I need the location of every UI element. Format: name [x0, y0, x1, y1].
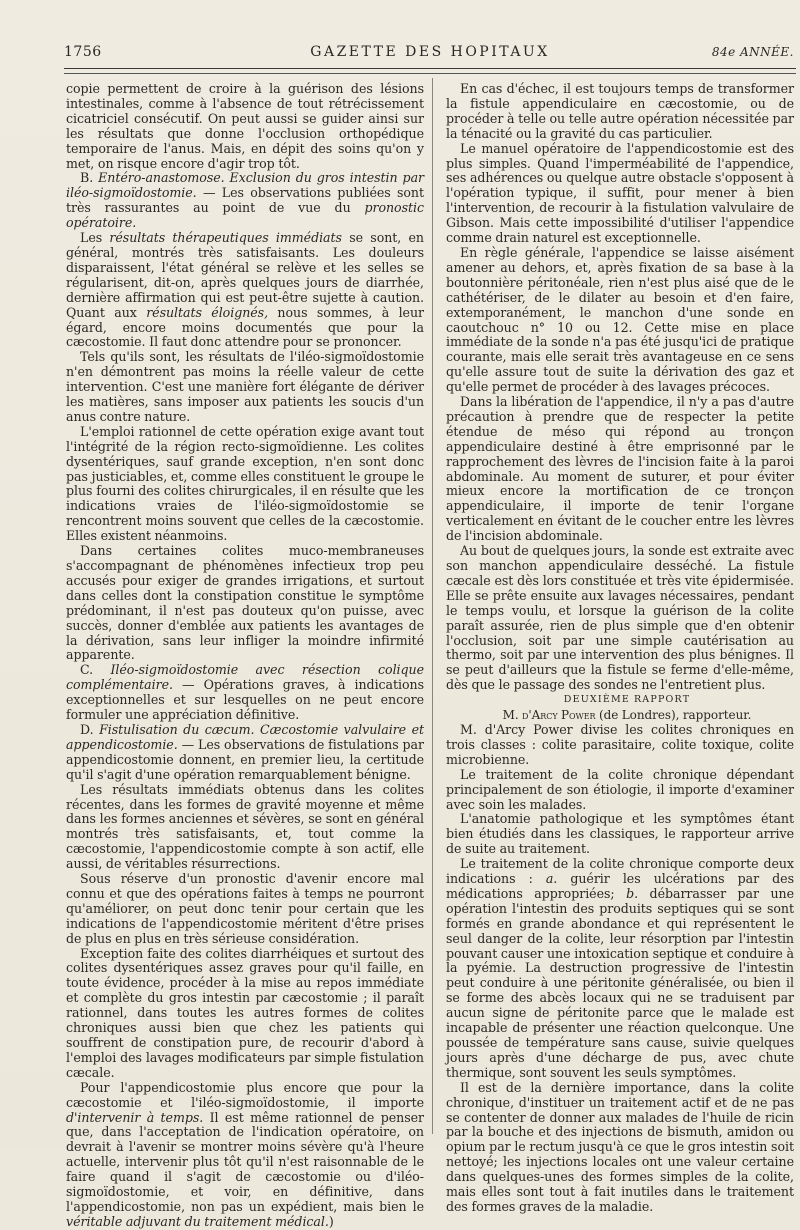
- paragraph-text: — Les observations de fistulations par appendicostomie donnent, en premier lieu, la certitude qu'il s'agit d'une opération remarquablement bénigne.: [66, 736, 424, 782]
- right-column: [446, 82, 794, 1215]
- paragraph-text: guérir les ulcérations par des médications appropriées;: [446, 871, 794, 901]
- paragraph: L'anatomie pathologique et les symptômes étant bien étudiés dans les classiques, le rapporteur arrive de suite au traitement.: [446, 811, 794, 857]
- section-letter: D.: [80, 721, 94, 737]
- emphasis: véritable adjuvant du traitement médical.: [66, 1213, 329, 1229]
- section-heading: Fistulisation du cæcum. Cæcostomie valvulaire et appendicostomie.: [66, 721, 425, 752]
- paragraph: M. d'Arcy Power divise les colites chroniques en trois classes : colite parasitaire, colite toxique, colite microbienne.: [446, 721, 794, 767]
- paragraph-text: se sont, en général, montrés très satisfaisants. Les douleurs disparaissent, l'état général se relève et les selles se régularisent, dit-on, après quelques jours de diarrhée, dernière affirmation qui est peut-être sujette à caution. Quant aux: [66, 230, 424, 320]
- rapporteur-line: [446, 708, 794, 723]
- paragraph-text: Le traitement de la colite chronique comporte deux indications :: [446, 856, 794, 887]
- paragraph: L'emploi rationnel de cette opération exige avant tout l'intégrité de la région recto-sigmoïdienne. Les colites dysentériques, sauf grande exception, n'en sont donc pas justiciables, et, comme elles constituent le groupe le plus fourni des colites chirurgicales, il en résulte que les indications vraies de l'iléo-sigmoïdostomie se rencontrent moins souvent que celles de la cæcostomie. Elles existent néanmoins.: [66, 423, 424, 544]
- emphasis: b.: [626, 885, 639, 901]
- paragraph-text: Il est même rationnel de penser que, dans l'acceptation de l'indication opératoire, on devrait à l'avenir se montrer moins sévère qu'à l'heure actuelle, intervenir plus tôt qu'il n'est raisonnable de le faire quand il s'agit de cæcostomie ou d'iléo-sigmoïdostomie, et voir, en définitive, dans l'appendicostomie, non pas un expédient, mais bien le: [66, 1109, 424, 1214]
- section-heading: Entéro-anastomose. Exclusion du gros intestin par iléo-sigmoïdostomie.: [66, 170, 424, 201]
- emphasis: pronostic opératoire.: [66, 200, 424, 231]
- emphasis: résultats thérapeutiques immédiats: [109, 230, 342, 246]
- paragraph: Il est de la dernière importance, dans la colite chronique, d'instituer un traitement actif et de ne pas se contenter de donner aux malades de l'huile de ricin par la bouche et des injections de bismuth, amidon ou opium par le rectum jusqu'à ce que le gros intestin soit nettoyé; les injections locales ont une valeur certaine dans quelques-unes des formes simples de la colite, mais elles sont tout à fait inutiles dans le traitement des formes graves de la maladie.: [446, 1079, 794, 1214]
- paragraph: Dans la libération de l'appendice, il n'y a pas d'autre précaution à prendre que de respecter la petite étendue de méso qui répond au tronçon appendiculaire destiné à être emprisonné par le rapprochement des lèvres de l'incision faite à la paroi abdominale. Au moment de suturer, et pour éviter mieux encore la mortification de ce tronçon appendiculaire, il importe de tenir l'organe verticalement en évitant de le coucher entre les lèvres de l'incision abdominale.: [446, 394, 794, 544]
- emphasis: d'intervenir à temps.: [66, 1109, 204, 1125]
- paragraph: [66, 1081, 424, 1230]
- paragraph: Au bout de quelques jours, la sonde est extraite avec son manchon appendiculaire desséché. La fistule cæcale est dès lors constituée et très vite épidermisée. Elle se prête ensuite aux lavages nécessaires, pendant le temps voulu, et lorsque la guérison de la colite paraît assurée, rien de plus simple que d'en obtenir l'occlusion, soit par une simple cautérisation au thermo, soit par une intervention des plus bénignes. Il se peut d'ailleurs que la fistule se ferme d'elle-même, dès que le passage des sondes ne l'entretient plus.: [446, 543, 794, 693]
- journal-title: GAZETTE DES HOPITAUX: [310, 44, 550, 60]
- paragraph-text: Pour l'appendicostomie plus encore que pour la cæcostomie et l'iléo-sigmoïdostomie, il importe: [66, 1079, 424, 1110]
- rapporteur-text: M.: [502, 708, 523, 723]
- paragraph: Le traitement de la colite chronique dépendant principalement de son étiologie, il importe d'examiner avec soin les malades.: [446, 766, 794, 812]
- paragraph-text: — Opérations graves, à indications exceptionnelles et sur lesquelles on ne peut encore formuler une appréciation définitive.: [66, 677, 424, 723]
- header-rule-thick: [64, 68, 796, 69]
- header-rule-thin: [64, 73, 796, 74]
- emphasis: a.: [545, 871, 558, 887]
- left-column: [66, 82, 424, 1230]
- section-c-paragraph: [66, 663, 424, 723]
- volume-year: 84e ANNÉE.: [711, 45, 794, 59]
- paragraph: Sous réserve d'un pronostic d'avenir encore mal connu et que des opérations faites à temps ne pourront qu'améliorer, on peut donc tenir pour certain que les indications de l'appendicostomie méritent d'être prises de plus en plus en très sérieuse considération.: [66, 871, 424, 946]
- paragraph-text: — Les observations publiées sont très rassurantes au point de vue du: [66, 185, 424, 216]
- paragraph-text: débarrasser par une opération l'intestin des produits septiques qui se sont formés en grande abondance et qui représentent le seul danger de la colite, leur résorption par l'intestin pouvant causer une intoxication septique et conduire à la pyémie. La destruction progressive de l'intestin peut conduire à une péritonite généralisée, ou bien il se forme des abcès locaux qui ne se traduisent par aucun signe de péritonite parce que le malade est incapable de présenter une réaction quelconque. Une poussée de température sans cause, suivie quelques jours après d'une décharge de pus, avec chute thermique, sont souvent les seuls symptômes.: [446, 885, 794, 1080]
- section-letter: B.: [80, 170, 94, 186]
- paragraph: En cas d'échec, il est toujours temps de transformer la fistule appendiculaire en cæcostomie, ou de procéder à telle ou telle autre opération nécessitée par la ténacité ou la gravité du cas particulier.: [446, 81, 794, 141]
- section-b-paragraph: [66, 171, 424, 231]
- page-number: 1756: [64, 44, 102, 60]
- rapporteur-name: d'Arcy Power: [522, 708, 596, 723]
- paragraph-text: ): [328, 1213, 334, 1229]
- emphasis: résultats éloignés,: [146, 304, 269, 320]
- paragraph-text: nous sommes, à leur égard, encore moins documentés que pour la cæcostomie. Il faut donc attendre pour se prononcer.: [66, 304, 424, 350]
- page-header: [64, 44, 796, 66]
- paragraph: Exception faite des colites diarrhéiques et surtout des colites dysentériques assez graves pour qu'il faille, en toute évidence, procéder à la mise au repos immédiate et complète du gros intestin par cæcostomie ; il paraît rationnel, dans toutes les autres formes de colites chroniques aussi bien que chez les patients qui souffrent de constipation pure, de recourir d'abord à l'emploi des lavages modificateurs par simple fistulation cæcale.: [66, 945, 424, 1080]
- paragraph: Le manuel opératoire de l'appendicostomie est des plus simples. Quand l'imperméabilité de l'appendice, ses adhérences ou quelque autre obstacle s'opposent à l'opération typique, il suffit, pour mener à bien l'intervention, de recourir à la fistulation valvulaire de Gibson. Mais cette impossibilité d'utiliser l'appendice comme drain naturel est exceptionnelle.: [446, 140, 794, 246]
- paragraph: Tels qu'ils sont, les résultats de l'iléo-sigmoïdostomie n'en démontrent pas moins la réelle valeur de cette intervention. C'est une manière fort élégante de dériver les matières, sans imposer aux patients les soucis d'un anus contre nature.: [66, 349, 424, 424]
- paragraph: [66, 231, 424, 350]
- section-heading: Iléo-sigmoïdostomie avec résection colique complémentaire.: [66, 662, 424, 693]
- paragraph: En règle générale, l'appendice se laisse aisément amener au dehors, et, après fixation de sa base à la boutonnière péritonéale, rien n'est plus aisé que de le cathétériser, de le dilater au besoin et d'en faire, extemporanément, le manchon d'une sonde en caoutchouc n° 10 ou 12. Cette mise en place immédiate de la sonde n'a pas été jusqu'ici de pratique courante, mais elle serait très avantageuse en ce sens qu'elle assure tout de suite la dérivation des gaz et qu'elle permet de procéder à des lavages précoces.: [446, 244, 794, 395]
- paragraph: Les résultats immédiats obtenus dans les colites récentes, dans les formes de gravité moyenne et même dans les formes anciennes et sévères, se sont en général montrés très satisfaisants, et, tout comme la cæcostomie, l'appendicostomie compte à son actif, elle aussi, de véritables résurrections.: [66, 781, 424, 872]
- column-separator: [432, 78, 433, 1134]
- paragraph: Dans certaines colites muco-membraneuses s'accompagnant de phénomènes infectieux trop peu accusés pour exiger de grandes irrigations, et surtout dans celles dont la constipation constitue le symptôme prédominant, il n'est pas douteux qu'on puisse, avec succès, donner d'emblée aux patients les avantages de la dérivation, sans leur infliger la moindre infirmité apparente.: [66, 543, 424, 663]
- paragraph: [446, 857, 794, 1081]
- paragraph: copie permettent de croire à la guérison des lésions intestinales, comme à l'absence de tout rétrécissement cicatriciel consécutif. On peut aussi se guider ainsi sur les résultats que donne l'occlusion orthopédique temporaire de l'anus. Mais, en dépit des soins qu'on y met, on risque encore d'agir trop tôt.: [66, 81, 424, 171]
- paragraph-text: Les: [80, 230, 110, 246]
- section-d-paragraph: [66, 723, 424, 783]
- section-title: DEUXIÈME RAPPORT: [563, 694, 691, 706]
- rapporteur-text: (de Londres), rapporteur.: [595, 708, 752, 723]
- section-letter: C.: [80, 662, 94, 678]
